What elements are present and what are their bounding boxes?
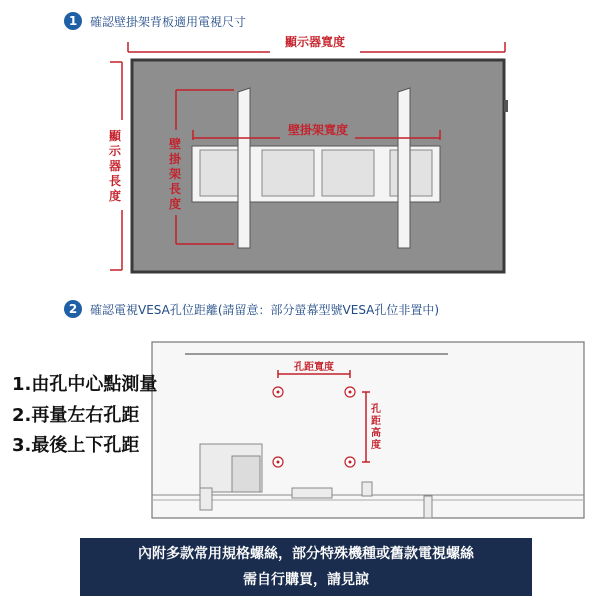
display-length-char-3: 長: [108, 174, 122, 188]
hole-width-label: 孔距寬度: [294, 362, 334, 373]
display-length-char-0: 顯: [108, 129, 122, 143]
step-2-number: 2: [64, 300, 82, 318]
bracket-length-char-2: 架: [168, 167, 182, 181]
instruction-2: 2.再量左右孔距: [12, 405, 140, 426]
bracket-arm-right: [398, 88, 410, 248]
vesa-hole-bottom-right: [345, 457, 355, 467]
display-length-char-2: 器: [108, 159, 122, 173]
step-2-title: 確認電視VESA孔位距離(請留意：部分螢幕型號VESA孔位非置中): [90, 302, 440, 317]
bracket-length-char-3: 長: [168, 182, 182, 196]
bracket-width-label: 壁掛架寬度: [287, 123, 349, 137]
hole-height-char-0: 孔: [371, 404, 381, 415]
hole-height-char-3: 度: [371, 440, 381, 451]
tv-back-panel: [152, 342, 584, 518]
notice-line-1: 內附多款常用規格螺絲，部分特殊機種或舊款電視螺絲: [138, 546, 474, 562]
bracket-length-char-0: 壁: [168, 137, 182, 151]
notice-line-2: 需自行購買，請見諒: [243, 572, 369, 588]
screw-notice-banner: [80, 538, 532, 596]
bracket-length-char-1: 掛: [168, 152, 182, 166]
step-1-number: 1: [64, 12, 82, 30]
step-1-title: 確認壁掛架背板適用電視尺寸: [90, 14, 247, 29]
instruction-3: 3.最後上下孔距: [12, 435, 140, 456]
instruction-1: 1.由孔中心點測量: [12, 374, 158, 395]
display-length-dimension: [108, 62, 122, 270]
hole-height-char-1: 距: [371, 416, 381, 427]
display-width-dimension: [128, 34, 505, 52]
bracket-length-char-4: 度: [168, 197, 182, 211]
vesa-hole-bottom-left: [273, 457, 283, 467]
display-length-char-1: 示: [108, 144, 122, 158]
bracket-arm-left: [238, 88, 250, 248]
hole-height-char-2: 高: [371, 428, 381, 439]
display-width-label: 顯示器寬度: [284, 35, 346, 49]
step-2-header: [64, 300, 439, 318]
display-length-char-4: 度: [108, 189, 122, 203]
vesa-hole-top-right: [345, 387, 355, 397]
vesa-hole-top-left: [273, 387, 283, 397]
